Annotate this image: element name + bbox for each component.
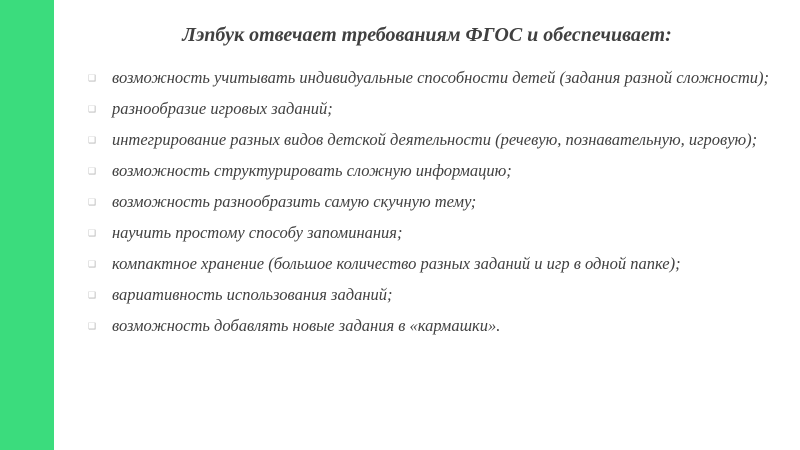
- list-item: [88, 159, 776, 183]
- list-item: [88, 66, 776, 90]
- list-item-text: компактное хранение (большое количество разных заданий и игр в одной папке);: [112, 254, 681, 273]
- bullet-icon: ❑: [88, 321, 97, 331]
- slide-content: [54, 0, 800, 450]
- list-item: [88, 314, 776, 338]
- list-item-text: возможность разнообразить самую скучную тему;: [112, 192, 477, 211]
- list-item: [88, 190, 776, 214]
- list-item: [88, 283, 776, 307]
- list-item-text: возможность структурировать сложную информацию;: [112, 161, 512, 180]
- list-item-text: возможность учитывать индивидуальные способности детей (задания разной сложности);: [112, 68, 770, 87]
- slide-title: Лэпбук отвечает требованиям ФГОС и обеспечивает:: [182, 24, 672, 46]
- bullet-icon: ❑: [88, 197, 97, 207]
- list-item-text: возможность добавлять новые задания в «кармашки».: [112, 316, 501, 335]
- bullet-icon: ❑: [88, 73, 97, 83]
- bullet-icon: ❑: [88, 135, 97, 145]
- list-item: [88, 128, 776, 152]
- green-side-bar: [0, 0, 54, 450]
- list-item: [88, 97, 776, 121]
- bullet-icon: ❑: [88, 290, 97, 300]
- benefits-list: [88, 66, 776, 345]
- list-item-text: разнообразие игровых заданий;: [112, 99, 333, 118]
- list-item-text: научить простому способу запоминания;: [112, 223, 403, 242]
- bullet-icon: ❑: [88, 259, 97, 269]
- list-item: [88, 252, 776, 276]
- list-item: [88, 221, 776, 245]
- list-item-text: вариативность использования заданий;: [112, 285, 393, 304]
- bullet-icon: ❑: [88, 104, 97, 114]
- bullet-icon: ❑: [88, 228, 97, 238]
- list-item-text: интегрирование разных видов детской деятельности (речевую, познавательную, игровую);: [112, 130, 758, 149]
- bullet-icon: ❑: [88, 166, 97, 176]
